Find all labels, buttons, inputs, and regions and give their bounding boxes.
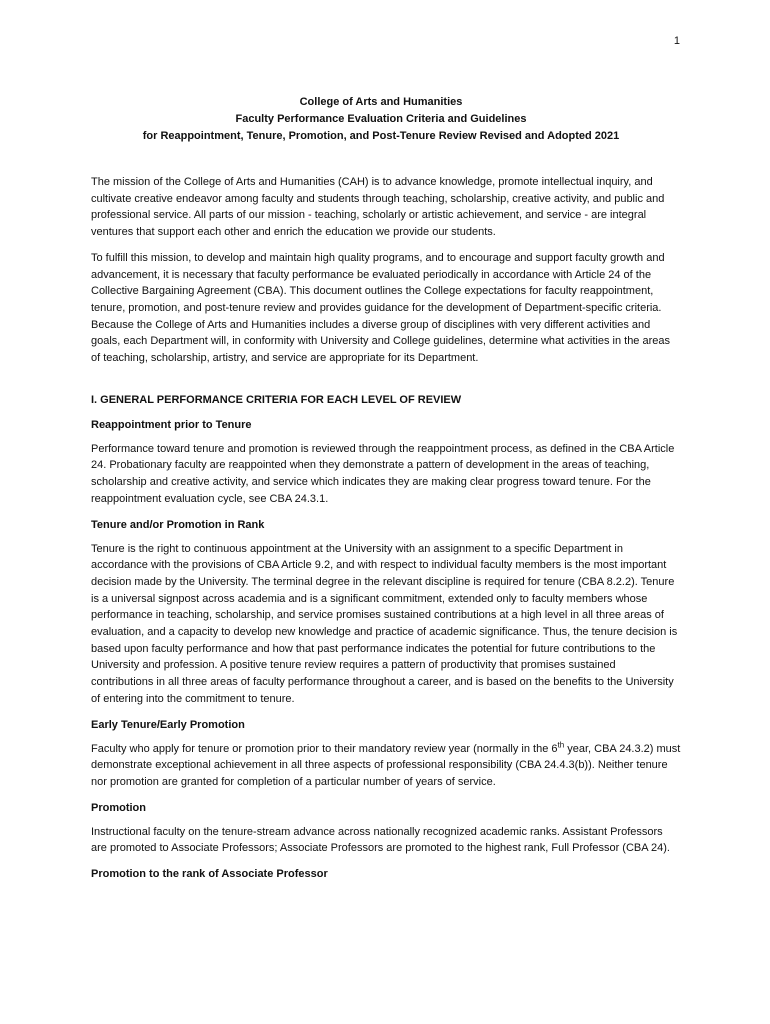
early-text-before: Faculty who apply for tenure or promotion prior to their mandatory review year (normally in the 6 bbox=[91, 742, 558, 755]
document-title bbox=[81, 94, 681, 145]
intro-paragraph-2: To fulfill this mission, to develop and maintain high quality programs, and to encourage and support faculty growth and advancement, it is necessary that faculty performance be evaluated periodically in accordance with Article 24 of the Collective Bargaining Agreement (CBA). This document outlines the College expectations for faculty reappointment, tenure, promotion, and post-tenure review and provides guidance for the development of Department-specific criteria. Because the College of Arts and Humanities includes a diverse group of disciplines with very different activities and goals, each Department will, in conformity with University and College guidelines, determine what activities in the areas of teaching, scholarship, artistry, and service are appropriate for its Department. bbox=[91, 251, 670, 365]
associate-promotion-heading: Promotion to the rank of Associate Professor bbox=[91, 868, 328, 881]
early-text-after: year, CBA 24.3.2) must demonstrate exceptional achievement in all three aspects of professional responsibility (CBA 24.4.3(b)). Neither tenure nor promotion are granted for completion of a particular number of years of service. bbox=[91, 742, 681, 788]
title-line-2: Faculty Performance Evaluation Criteria and Guidelines bbox=[235, 113, 527, 125]
title-line-1: College of Arts and Humanities bbox=[299, 96, 463, 108]
promotion-text: Instructional faculty on the tenure-stream advance across nationally recognized academic ranks. Assistant Professors are promoted to Associate Professors; Associate Professors are promoted to the highest rank, Full Professor (CBA 24). bbox=[91, 825, 670, 855]
early-tenure-text bbox=[91, 741, 681, 791]
promotion-heading: Promotion bbox=[91, 801, 146, 814]
superscript-th: th bbox=[557, 739, 565, 749]
early-tenure-heading: Early Tenure/Early Promotion bbox=[91, 718, 245, 731]
reappointment-heading: Reappointment prior to Tenure bbox=[91, 418, 252, 431]
title-line-3: for Reappointment, Tenure, Promotion, and Post-Tenure Review Revised and Adopted 2021 bbox=[142, 130, 620, 142]
section-heading: I. GENERAL PERFORMANCE CRITERIA FOR EACH LEVEL OF REVIEW bbox=[91, 393, 462, 406]
reappointment-text: Performance toward tenure and promotion is reviewed through the reappointment process, as defined in the CBA Article 24. Probationary faculty are reappointed when they demonstrate a pattern of development in the areas of teaching, scholarship and creative activity, and service which indicates they are making clear progress toward tenure. For the reappointment evaluation cycle, see CBA 24.3.1. bbox=[91, 442, 675, 505]
tenure-text: Tenure is the right to continuous appointment at the University with an assignment to a specific Department in accordance with the provisions of CBA Article 9.2, and with respect to individual faculty members is the most important decision made by the University. The terminal degree in the relevant discipline is required for tenure (CBA 8.2.2). Tenure is a universal signpost across academia and is a significant commitment, extended only to faculty members whose performance in teaching, scholarship, and service promises sustained contributions at a high level in all three areas of evaluation, and a capacity to develop new knowledge and practice of academic significance. Thus, the tenure decision is based upon faculty performance and how that past performance indicates the potential for future contributions to the University and profession. A positive tenure review requires a pattern of productivity that promises sustained contributions in all three areas of faculty performance throughout a career, and is based on the benefits to the University of entering into the commitment to tenure. bbox=[91, 542, 678, 705]
page-number: 1 bbox=[673, 35, 680, 47]
document-content bbox=[91, 94, 681, 890]
tenure-heading: Tenure and/or Promotion in Rank bbox=[91, 518, 265, 531]
intro-paragraph-1: The mission of the College of Arts and Humanities (CAH) is to advance knowledge, promote intellectual inquiry, and cultivate creative endeavor among faculty and students through teaching, scholarship, creative activity, and public and professional service. All parts of our mission - teaching, scholarly or artistic achievement, and service - are integral ventures that support each other and enrich the education we provide our students. bbox=[91, 176, 665, 239]
